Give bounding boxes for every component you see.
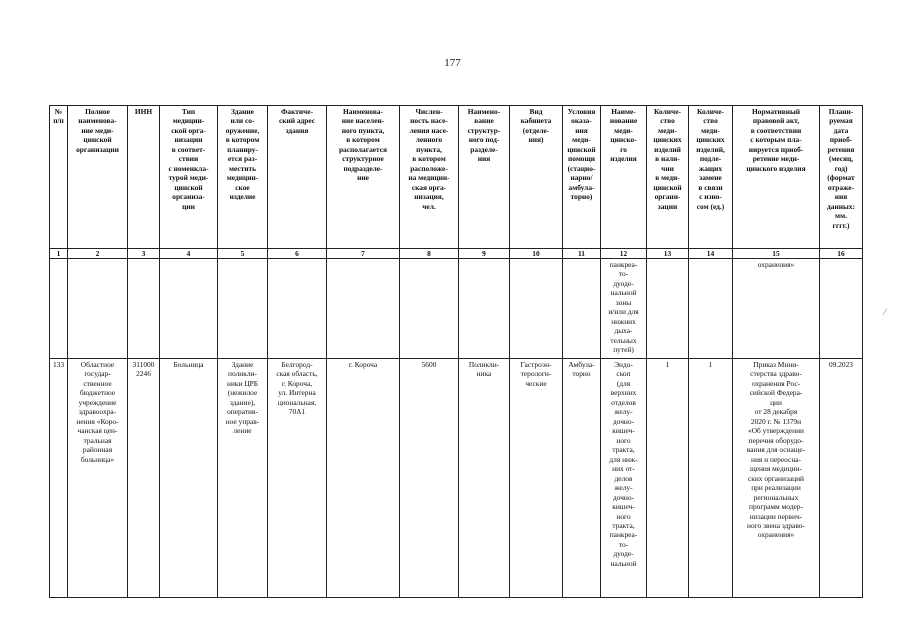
col-number: 12	[601, 249, 647, 259]
table-cell	[400, 259, 459, 359]
legal-act-cell-continued: охранения»	[733, 259, 820, 359]
locality-cell: г. Короча	[327, 359, 400, 598]
legal-act-cell: Приказ Мини- стерства здраво- охранения Рос- сийской Федера- ции от 28 декабря 2020 г. № 1379н «Об утверждении перечня оборудо- вания для оснаще- ния и переосна- щения медицин- ских организаций при реализации региональных программ модер- низации первич- ного звена здраво- охранения»	[733, 359, 820, 598]
unit-cell: Поликли- ника	[459, 359, 510, 598]
col-number: 8	[400, 249, 459, 259]
table-cell	[563, 259, 601, 359]
col-header-population: Числен- ность насе- ления насе- ленного пункта, в котором расположе- на медицин- ская орга- низация, чел.	[400, 106, 459, 249]
cabinet-cell: Гастроэн- терологи- ческие	[510, 359, 563, 598]
col-header-org-name: Полное наименова- ние меди- цинской организации	[68, 106, 128, 249]
col-number: 16	[820, 249, 863, 259]
page-number: 177	[444, 57, 461, 69]
table-cell	[327, 259, 400, 359]
col-header-inn: ИНН	[128, 106, 160, 249]
inn-cell: 311000 2246	[128, 359, 160, 598]
device-cell: Эндо- скоп (для верхних отделов желу- дочно- кишеч- ного тракта, для ниж- них от- делов желу- дочно- кишеч- ного тракта, панкреа- то- дуоде- нальной	[601, 359, 647, 598]
scan-artifact-mark: ⁄	[884, 307, 886, 317]
header-row	[50, 106, 863, 249]
table-cell	[268, 259, 327, 359]
col-number: 7	[327, 249, 400, 259]
address-cell: Белгород- ская область, г. Короча, ул. Интерна циональная, 70А1	[268, 359, 327, 598]
col-number: 6	[268, 249, 327, 259]
col-header-locality: Наименова- ние населен- ного пункта, в котором располагается структурное подразделе- ние	[327, 106, 400, 249]
continuation-row	[50, 259, 863, 359]
col-header-qty-have: Количе- ство меди- цинских изделий в нали- чии в меди- цинской органи- зации	[647, 106, 689, 249]
col-number: 9	[459, 249, 510, 259]
table-cell	[68, 259, 128, 359]
col-header-legal-act: Нормативный правовой акт, в соответствии с которым пла- нируется приоб- ретение меди- цинского изделия	[733, 106, 820, 249]
col-header-date: Плани- руемая дата приоб- ретения (месяц, год) (формат отраже- ния данных: мм. гггг.)	[820, 106, 863, 249]
table-cell	[160, 259, 218, 359]
col-number: 11	[563, 249, 601, 259]
col-number: 10	[510, 249, 563, 259]
row-number-cell: 133	[50, 359, 68, 598]
conditions-cell: Амбула- торно	[563, 359, 601, 598]
org-type-cell: Больница	[160, 359, 218, 598]
table-cell	[510, 259, 563, 359]
col-header-num: № п/п	[50, 106, 68, 249]
column-number-row	[50, 249, 863, 259]
org-name-cell: Областное государ- ственное бюджетное учреждение здравоохра- нения «Коро- чанская цен- тральная районная больница»	[68, 359, 128, 598]
table-cell	[128, 259, 160, 359]
col-header-cabinet: Вид кабинета (отделе- ния)	[510, 106, 563, 249]
population-cell: 5600	[400, 359, 459, 598]
col-header-qty-replace: Количе- ство меди- цинских изделий, подле- жащих замене в связи с изно- сом (ед.)	[689, 106, 733, 249]
col-number: 4	[160, 249, 218, 259]
col-number: 5	[218, 249, 268, 259]
col-header-org-type: Тип медицин- ской орга- низации в соответ- ствии с номенкла- турой меди- цинской организа- ции	[160, 106, 218, 249]
table-cell	[459, 259, 510, 359]
col-header-unit: Наимено- вание структур- ного под- разделе- ния	[459, 106, 510, 249]
table-cell	[50, 259, 68, 359]
col-header-device: Наиме- нование меди- цинско- го изделия	[601, 106, 647, 249]
date-cell: 09.2023	[820, 359, 863, 598]
device-registry-table	[49, 105, 863, 598]
col-number: 15	[733, 249, 820, 259]
table-cell	[689, 259, 733, 359]
col-header-building: Здание или со- оружение, в котором планиру- ется раз- местить медицин- ское изделие	[218, 106, 268, 249]
col-number: 2	[68, 249, 128, 259]
table-row-133	[50, 359, 863, 598]
col-header-conditions: Условия оказа- ния меди- цинской помощи (стацио- нарно/ амбула- торно)	[563, 106, 601, 249]
col-number: 13	[647, 249, 689, 259]
col-number: 1	[50, 249, 68, 259]
device-cell-continued: панкреа- то- дуоде- нальной зоны и/или для нижних дыха- тельных путей)	[601, 259, 647, 359]
col-header-address: Фактиче- ский адрес здания	[268, 106, 327, 249]
building-cell: Здание поликли- ники ЦРБ (нежилое здание), оператив- ное управ- ление	[218, 359, 268, 598]
col-number: 14	[689, 249, 733, 259]
table-cell	[647, 259, 689, 359]
qty-have-cell: 1	[647, 359, 689, 598]
table-cell	[820, 259, 863, 359]
col-number: 3	[128, 249, 160, 259]
qty-replace-cell: 1	[689, 359, 733, 598]
table-cell	[218, 259, 268, 359]
